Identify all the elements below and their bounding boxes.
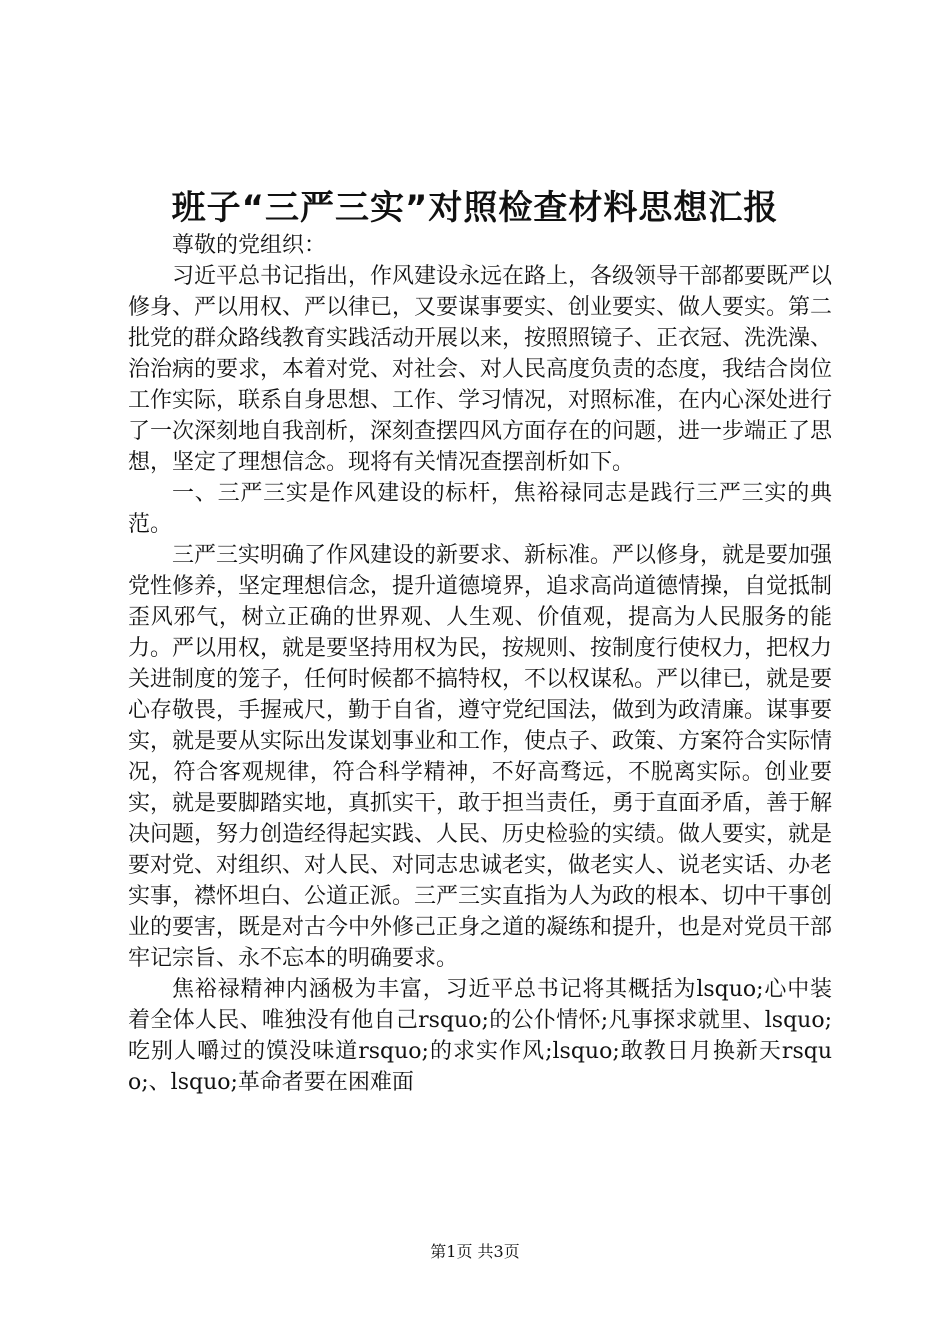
paragraph-intro: 习近平总书记指出，作风建设永远在路上，各级领导干部都要既严以修身、严以用权、严以律已，又要谋事要实、创业要实、做人要实。第二批党的群众路线教育实践活动开展以来，按照照镜子、正衣冠、洗洗澡、治治病的要求，本着对党、对社会、对人民高度负责的态度，我结合岗位工作实际，联系自身思想、工作、学习情况，对照标准，在内心深处进行了一次深刻地自我剖析，深刻查摆四风方面存在的问题，进一步端正了思想，坚定了理想信念。现将有关情况查摆剖析如下。 <box>128 264 833 475</box>
paragraph-three-stricts: 三严三实明确了作风建设的新要求、新标准。严以修身，就是要加强党性修养，坚定理想信念，提升道德境界，追求高尚道德情操，自觉抵制歪风邪气，树立正确的世界观、人生观、价值观，提高为人民服务的能力。严以用权，就是要坚持用权为民，按规则、按制度行使权力，把权力关进制度的笼子，任何时候都不搞特权，不以权谋私。严以律已，就是要心存敬畏，手握戒尺，勤于自省，遵守党纪国法，做到为政清廉。谋事要实，就是要从实际出发谋划事业和工作，使点子、政策、方案符合实际情况，符合客观规律，符合科学精神，不好高骛远，不脱离实际。创业要实，就是要脚踏实地，真抓实干，敢于担当责任，勇于直面矛盾，善于解决问题，努力创造经得起实践、人民、历史检验的实绩。做人要实，就是要对党、对组织、对人民、对同志忠诚老实，做老实人、说老实话、办老实事，襟怀坦白、公道正派。三严三实直指为人为政的根本、切中干事创业的要害，既是对古今中外修己正身之道的凝练和提升，也是对党员干部牢记宗旨、永不忘本的明确要求。 <box>128 543 833 971</box>
document-body <box>128 230 832 1098</box>
paragraph-section-heading: 一、三严三实是作风建设的标杆，焦裕禄同志是践行三严三实的典范。 <box>128 481 832 537</box>
salutation: 尊敬的党组织： <box>172 233 327 258</box>
page-number: 第1页 共3页 <box>430 1242 520 1261</box>
document-title: 班子“三严三实”对照检查材料思想汇报 <box>171 188 779 228</box>
paragraph-jiao-yulu: 焦裕禄精神内涵极为丰富，习近平总书记将其概括为lsquo;心中装着全体人民、唯独没有他自己rsquo;的公仆情怀;凡事探求就里、lsquo;吃别人嚼过的馍没味道rsquo;的求实作风;lsquo;敢教日月换新天rsquo;、lsquo;革命者要在困难面 <box>128 977 832 1095</box>
